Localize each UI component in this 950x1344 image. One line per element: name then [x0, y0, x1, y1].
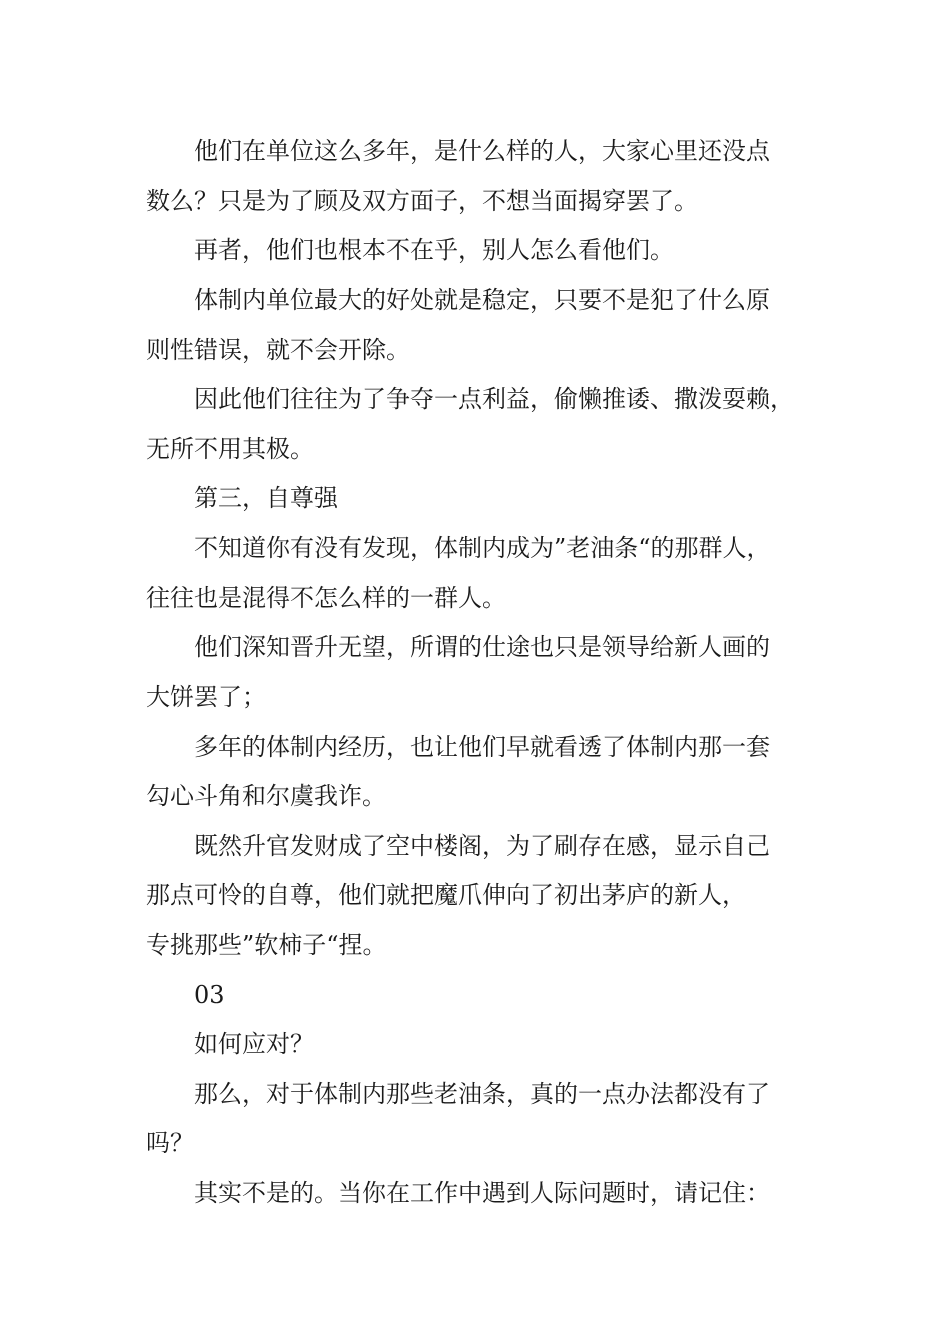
- text-line: 则性错误，就不会开除。: [146, 336, 410, 364]
- text-line: 既然升官发财成了空中楼阁，为了刷存在感，显示自己: [194, 832, 770, 860]
- text-line: 那点可怜的自尊，他们就把魔爪伸向了初出茅庐的新人，: [146, 881, 746, 909]
- section-number: 03: [194, 981, 225, 1009]
- text-line: 吗？: [146, 1129, 194, 1157]
- text-line: 他们在单位这么多年，是什么样的人，大家心里还没点: [194, 137, 770, 165]
- text-line: 大饼罢了；: [146, 683, 266, 711]
- section-heading: 如何应对？: [194, 1030, 314, 1058]
- text-line: 其实不是的。当你在工作中遇到人际问题时，请记住：: [194, 1179, 770, 1207]
- section-heading: 第三，自尊强: [194, 484, 338, 512]
- text-line: 体制内单位最大的好处就是稳定，只要不是犯了什么原: [194, 286, 770, 314]
- text-line: 多年的体制内经历，也让他们早就看透了体制内那一套: [194, 733, 770, 761]
- text-line: 勾心斗角和尔虞我诈。: [146, 782, 386, 810]
- text-line: 专挑那些”软柿子“捏。: [146, 931, 387, 959]
- text-line: 往往也是混得不怎么样的一群人。: [146, 584, 506, 612]
- text-line: 因此他们往往为了争夺一点利益，偷懒推诿、撒泼耍赖，: [194, 385, 794, 413]
- text-line: 他们深知晋升无望，所谓的仕途也只是领导给新人画的: [194, 633, 770, 661]
- text-line: 再者，他们也根本不在乎，别人怎么看他们。: [194, 236, 674, 264]
- text-line: 数么？只是为了顾及双方面子，不想当面揭穿罢了。: [146, 187, 698, 215]
- text-line: 不知道你有没有发现，体制内成为”老油条“的那群人，: [194, 534, 771, 562]
- text-line: 无所不用其极。: [146, 435, 314, 463]
- text-line: 那么，对于体制内那些老油条，真的一点办法都没有了: [194, 1080, 770, 1108]
